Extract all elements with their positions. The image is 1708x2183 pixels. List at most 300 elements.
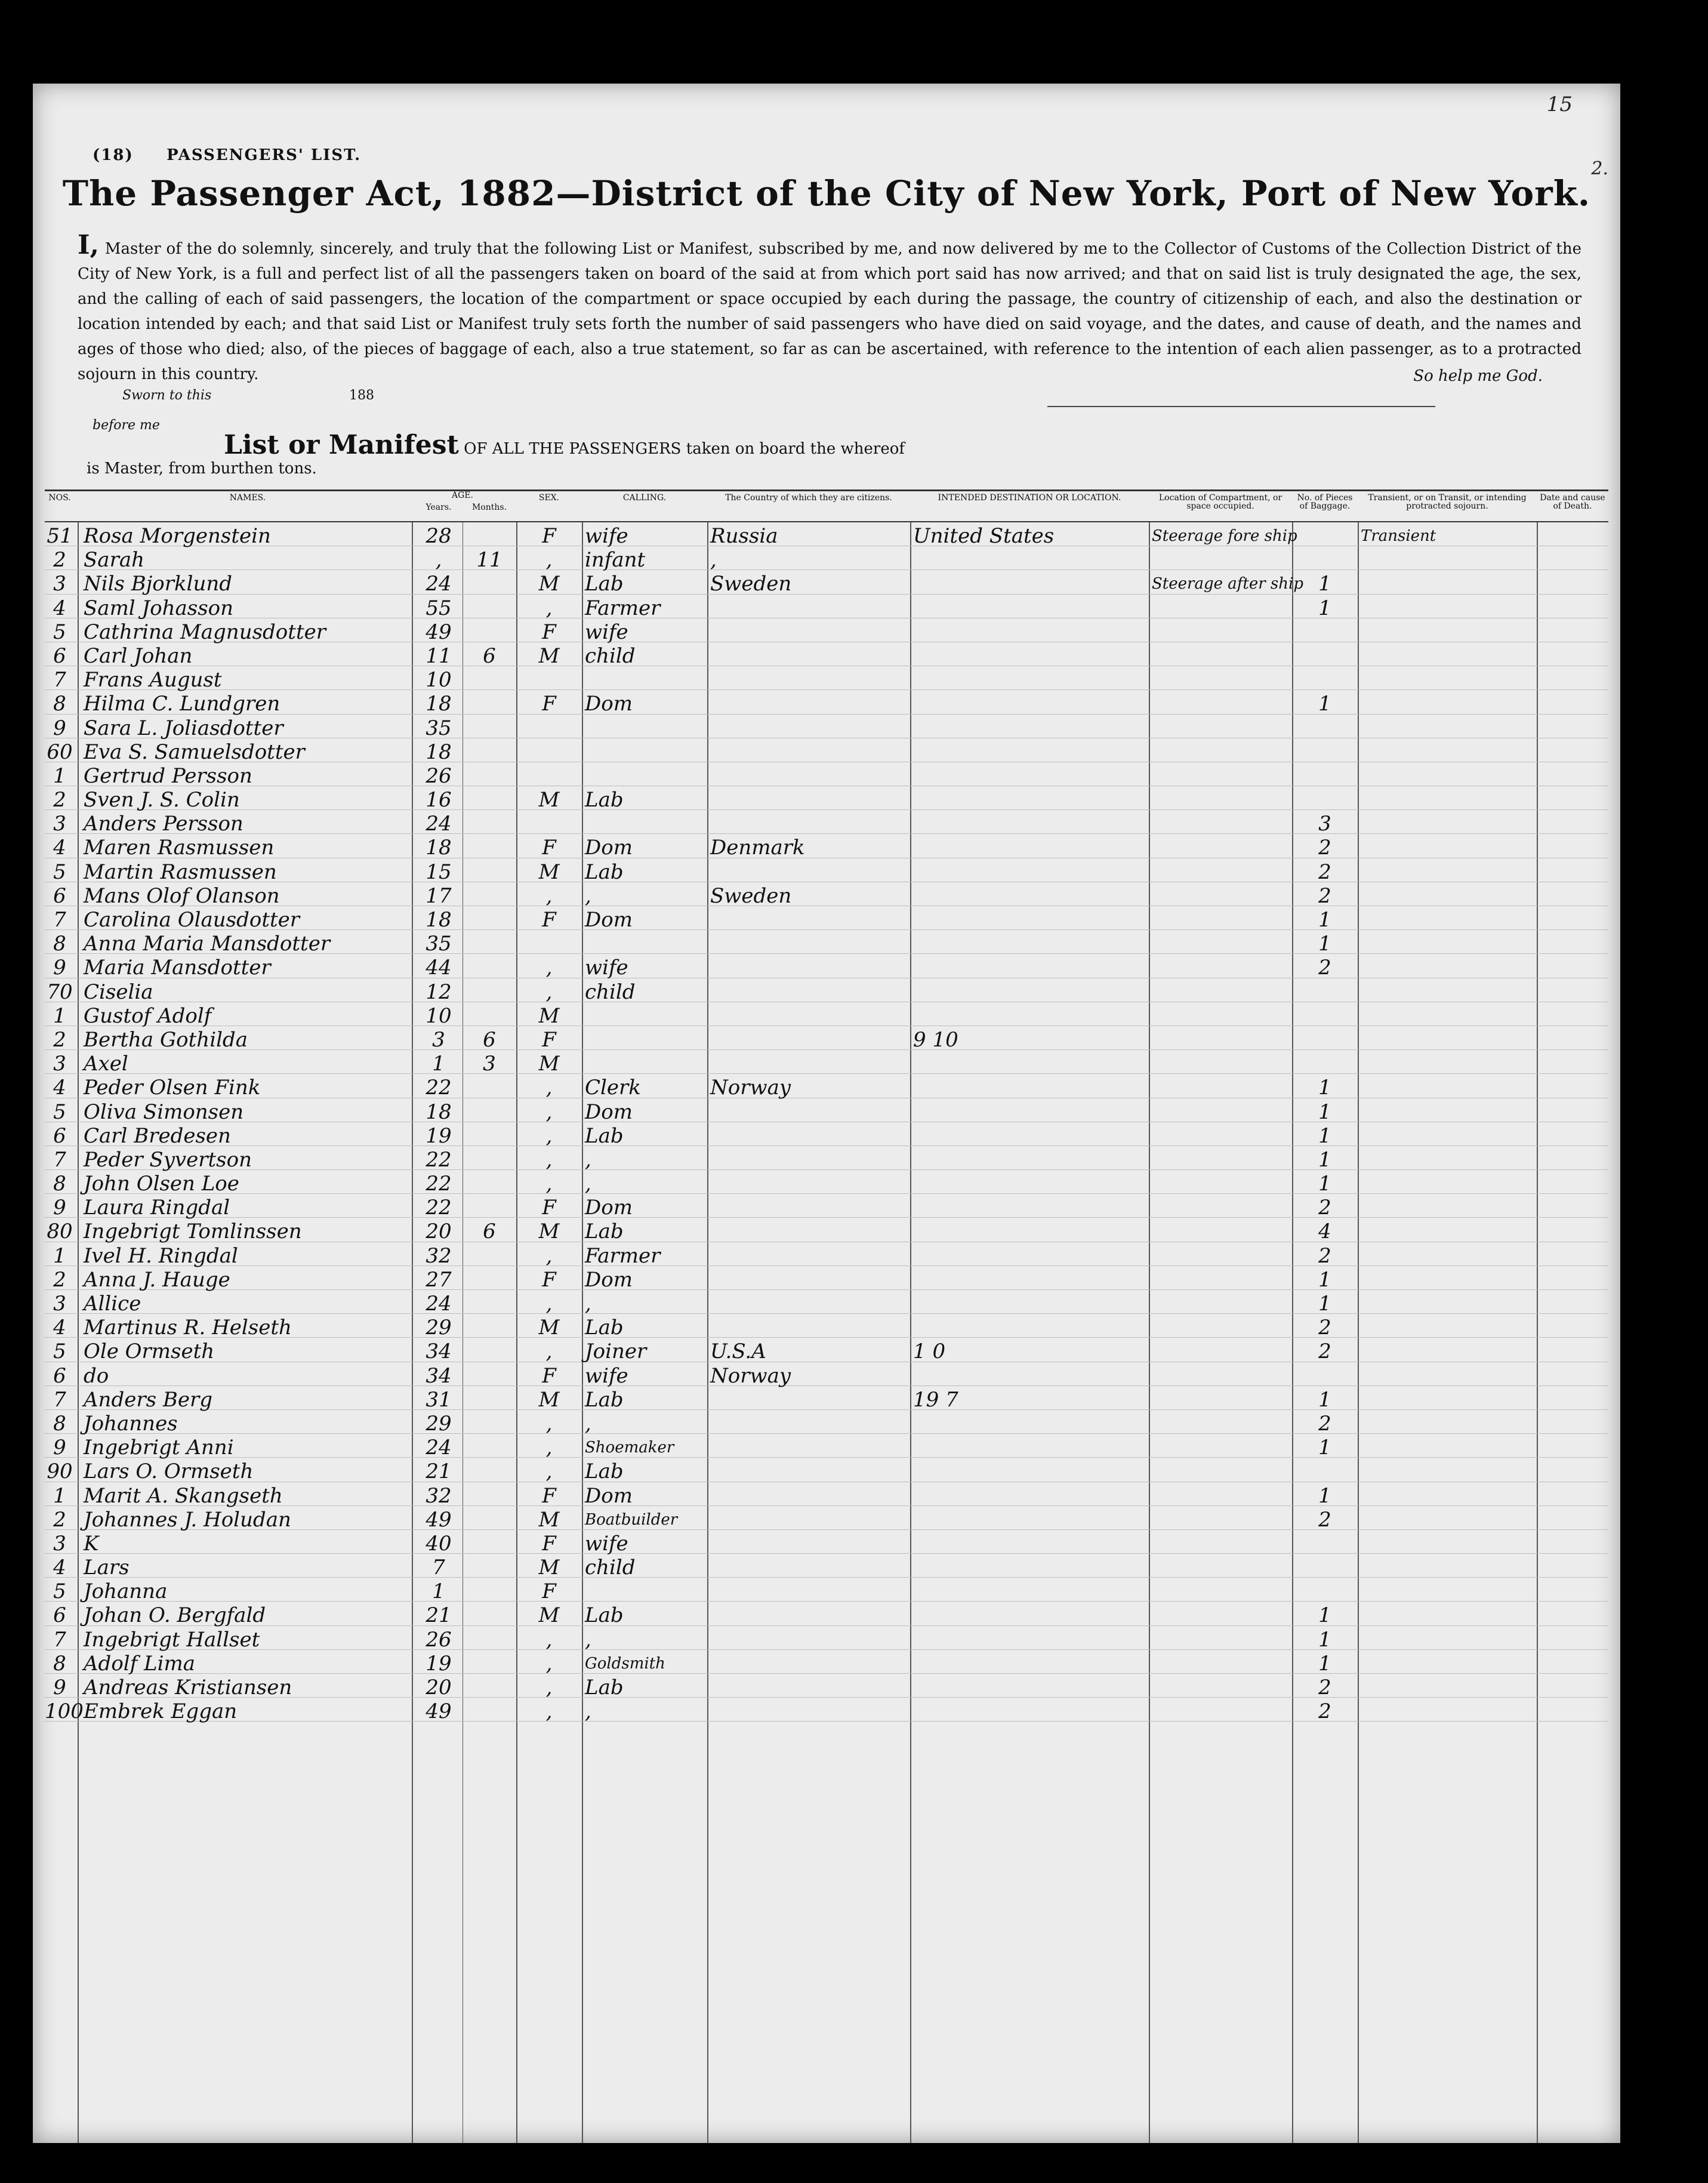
cell-transit bbox=[1361, 618, 1537, 642]
cell-country bbox=[710, 1458, 910, 1481]
cell-sex: , bbox=[545, 1436, 553, 1460]
cell-sex: , bbox=[545, 1411, 553, 1436]
cell-name: Bertha Gothilda bbox=[84, 1027, 248, 1052]
cell-calling bbox=[585, 1578, 707, 1601]
cell-no: 3 bbox=[53, 1531, 66, 1556]
cell-sex: , bbox=[545, 980, 553, 1004]
cell-calling: Lab bbox=[585, 1387, 624, 1412]
manifest-label: List or Manifest bbox=[224, 430, 459, 460]
col-months: Months. bbox=[471, 503, 507, 512]
cell-comp bbox=[1152, 906, 1292, 929]
cell-calling: Dom bbox=[585, 1267, 633, 1292]
cell-comp bbox=[1152, 1098, 1292, 1122]
cell-no: 5 bbox=[53, 1579, 66, 1604]
cell-transit bbox=[1361, 1674, 1537, 1697]
cell-no: 8 bbox=[53, 692, 66, 716]
cell-sex: , bbox=[545, 1460, 553, 1484]
table-row bbox=[45, 1002, 1608, 1026]
cell-calling: , bbox=[585, 1699, 591, 1724]
table-row bbox=[45, 738, 1608, 762]
cell-no: 5 bbox=[53, 860, 66, 884]
cell-calling: , bbox=[585, 883, 591, 908]
cell-transit bbox=[1361, 1194, 1537, 1217]
cell-transit bbox=[1361, 1554, 1537, 1577]
cell-months bbox=[463, 1338, 516, 1361]
cell-dest: United States bbox=[913, 524, 1055, 548]
cell-country: Norway bbox=[710, 1076, 791, 1100]
cell-transit bbox=[1361, 666, 1537, 689]
cell-years: 16 bbox=[426, 788, 452, 812]
cell-transit bbox=[1361, 738, 1537, 762]
cell-transit bbox=[1361, 1242, 1537, 1266]
cell-no: 3 bbox=[53, 1292, 66, 1316]
cell-country bbox=[710, 715, 910, 738]
cell-bag: 2 bbox=[1318, 1507, 1331, 1532]
cell-bag bbox=[1292, 1554, 1358, 1577]
cell-country bbox=[710, 1194, 910, 1217]
cell-country bbox=[710, 1050, 910, 1073]
cell-dest bbox=[913, 882, 1149, 906]
cell-months: 6 bbox=[483, 1027, 496, 1052]
table-row bbox=[45, 1194, 1608, 1218]
cell-bag bbox=[1292, 1002, 1358, 1026]
cell-calling: Lab bbox=[585, 1220, 624, 1244]
cell-no: 1 bbox=[53, 763, 66, 788]
form-number: (18) bbox=[93, 146, 134, 164]
cell-transit bbox=[1361, 810, 1537, 833]
cell-dest bbox=[913, 1506, 1149, 1529]
cell-country bbox=[710, 1314, 910, 1337]
cell-country bbox=[710, 1578, 910, 1601]
cell-calling bbox=[585, 738, 707, 762]
cell-name: Sarah bbox=[84, 548, 144, 572]
cell-no: 9 bbox=[53, 956, 66, 980]
cell-calling: Dom bbox=[585, 1196, 633, 1220]
cell-name: Johannes J. Holudan bbox=[84, 1507, 291, 1532]
col-age: AGE. bbox=[452, 491, 473, 500]
cell-months bbox=[463, 1170, 516, 1193]
table-row bbox=[45, 1074, 1608, 1098]
cell-transit bbox=[1361, 1698, 1537, 1721]
cell-name: Carl Bredesen bbox=[84, 1123, 231, 1148]
cell-dest: 19 7 bbox=[913, 1387, 958, 1412]
cell-dest bbox=[913, 1530, 1149, 1553]
cell-sex bbox=[516, 666, 582, 689]
cell-bag: 1 bbox=[1318, 908, 1331, 932]
cell-comp bbox=[1152, 1290, 1292, 1313]
cell-years: 12 bbox=[426, 980, 452, 1004]
cell-name: Nils Bjorklund bbox=[84, 572, 233, 596]
cell-dest bbox=[913, 810, 1149, 833]
cell-transit bbox=[1361, 1266, 1537, 1289]
cell-dest bbox=[913, 642, 1149, 666]
cell-calling bbox=[585, 930, 707, 953]
cell-bag bbox=[1292, 1578, 1358, 1601]
cell-sex: M bbox=[538, 643, 560, 668]
cell-comp bbox=[1152, 786, 1292, 809]
cell-years: 20 bbox=[426, 1220, 452, 1244]
cell-no: 5 bbox=[53, 620, 66, 644]
table-row bbox=[45, 1266, 1608, 1290]
cell-name: Ingebrigt Tomlinssen bbox=[84, 1220, 302, 1244]
cell-transit bbox=[1361, 1626, 1537, 1649]
cell-name: Maria Mansdotter bbox=[84, 956, 271, 980]
cell-dest bbox=[913, 978, 1149, 1002]
cell-calling: Lab bbox=[585, 1316, 624, 1340]
cell-comp bbox=[1152, 642, 1292, 666]
cell-no: 6 bbox=[53, 1123, 66, 1148]
cell-bag: 2 bbox=[1318, 1196, 1331, 1220]
table-row bbox=[45, 1242, 1608, 1266]
cell-name: Anna Maria Mansdotter bbox=[84, 932, 331, 956]
cell-comp: Steerage fore ship bbox=[1152, 527, 1297, 545]
cell-comp bbox=[1152, 1002, 1292, 1026]
cell-calling bbox=[585, 715, 707, 738]
cell-bag: 1 bbox=[1318, 1436, 1331, 1460]
cell-country bbox=[710, 1218, 910, 1241]
cell-months bbox=[463, 715, 516, 738]
oath-text: Master of the do solemnly, sincerely, and truly that the following List or Manifest, subscribed by me, and now delivered by me to the Collector of Customs of the Collection District of the City of New York, is a full and perfect list of all the passengers taken on board of the said at from which port said has now arrived; and that on said list is truly designated the age, the sex, and the calling of each of said passengers, the location of the compartment or space occupied by each during the passage, the country of citizenship of each, and also the destination or location intended by each; and that said List or Manifest truly sets forth the number of said passengers who have died on said voyage, and the dates, and cause of death, and the names and ages of those who died; also, of the pieces of baggage of each, also a true statement, so far as can be ascertained, with reference to the intention of each alien passenger, as to a protracted sojourn in this country. bbox=[78, 240, 1581, 383]
cell-sex: F bbox=[542, 692, 556, 716]
cell-sex: M bbox=[538, 1220, 560, 1244]
cell-transit bbox=[1361, 858, 1537, 882]
cell-comp bbox=[1152, 1050, 1292, 1073]
cell-comp bbox=[1152, 1506, 1292, 1529]
cell-name: Cathrina Magnusdotter bbox=[84, 620, 326, 644]
cell-country bbox=[710, 1242, 910, 1266]
cell-years: 3 bbox=[432, 1027, 445, 1052]
cell-dest bbox=[913, 690, 1149, 713]
cell-calling: Lab bbox=[585, 1460, 624, 1484]
cell-bag: 2 bbox=[1318, 1699, 1331, 1724]
cell-years: 18 bbox=[426, 692, 452, 716]
cell-bag bbox=[1292, 1362, 1358, 1385]
cell-months bbox=[463, 1266, 516, 1289]
cell-months bbox=[463, 1650, 516, 1673]
cell-months bbox=[463, 1098, 516, 1122]
table-row bbox=[45, 1338, 1608, 1362]
cell-bag bbox=[1292, 715, 1358, 738]
cell-name: Rosa Morgenstein bbox=[84, 524, 271, 548]
cell-no: 3 bbox=[53, 1052, 66, 1076]
cell-sex: M bbox=[538, 1556, 560, 1580]
cell-months bbox=[463, 762, 516, 786]
cell-name: Lars bbox=[84, 1556, 130, 1580]
table-row bbox=[45, 954, 1608, 978]
cell-transit bbox=[1361, 1338, 1537, 1361]
cell-months bbox=[463, 1146, 516, 1169]
cell-bag: 2 bbox=[1318, 860, 1331, 884]
table-row bbox=[45, 786, 1608, 810]
table-row bbox=[45, 1290, 1608, 1314]
cell-years: 35 bbox=[426, 932, 452, 956]
cell-name: K bbox=[84, 1531, 99, 1556]
cell-transit bbox=[1361, 1458, 1537, 1481]
table-row bbox=[45, 1554, 1608, 1578]
table-row bbox=[45, 1602, 1608, 1628]
cell-comp bbox=[1152, 1458, 1292, 1481]
cell-months: 6 bbox=[483, 643, 496, 668]
table-row bbox=[45, 930, 1608, 954]
cell-sex bbox=[516, 930, 582, 953]
cell-sex bbox=[516, 762, 582, 786]
cell-years: 49 bbox=[426, 620, 452, 644]
cell-country bbox=[710, 595, 910, 618]
cell-years: , bbox=[435, 548, 442, 572]
cell-country bbox=[710, 762, 910, 786]
passenger-table bbox=[45, 489, 1608, 1722]
cell-months bbox=[463, 1698, 516, 1721]
cell-name: Peder Olsen Fink bbox=[84, 1076, 261, 1100]
form-header bbox=[93, 146, 361, 164]
cell-transit bbox=[1361, 786, 1537, 809]
col-destination: INTENDED DESTINATION OR LOCATION. bbox=[938, 493, 1121, 503]
cell-years: 15 bbox=[426, 860, 452, 884]
cell-calling: Lab bbox=[585, 1123, 624, 1148]
cell-years: 17 bbox=[426, 883, 452, 908]
table-row bbox=[45, 1050, 1608, 1074]
cell-transit bbox=[1361, 1002, 1537, 1026]
table-row bbox=[45, 1482, 1608, 1506]
cell-comp bbox=[1152, 1338, 1292, 1361]
page-mark: 2. bbox=[1591, 158, 1608, 179]
manifest-text: OF ALL THE PASSENGERS taken on board the whereof bbox=[464, 440, 905, 458]
cell-bag: 1 bbox=[1318, 1651, 1331, 1676]
cell-no: 7 bbox=[53, 668, 66, 692]
cell-sex: , bbox=[545, 1340, 553, 1364]
cell-sex bbox=[516, 810, 582, 833]
cell-years: 34 bbox=[426, 1340, 452, 1364]
cell-comp bbox=[1152, 1530, 1292, 1553]
cell-comp bbox=[1152, 1218, 1292, 1241]
cell-transit bbox=[1361, 690, 1537, 713]
cell-years: 29 bbox=[426, 1411, 452, 1436]
table-row bbox=[45, 1434, 1608, 1458]
col-compartment: Location of Compartment, or space occupied. bbox=[1158, 493, 1282, 511]
cell-dest bbox=[913, 1290, 1149, 1313]
cell-dest bbox=[913, 546, 1149, 569]
cell-country bbox=[710, 738, 910, 762]
cell-no: 9 bbox=[53, 1676, 66, 1699]
col-death: Date and cause of Death. bbox=[1540, 493, 1605, 511]
cell-months bbox=[463, 810, 516, 833]
cell-name: Oliva Simonsen bbox=[84, 1100, 244, 1124]
cell-comp bbox=[1152, 1314, 1292, 1337]
cell-country bbox=[710, 666, 910, 689]
cell-no: 2 bbox=[53, 788, 66, 812]
cell-country bbox=[710, 690, 910, 713]
col-baggage: No. of Pieces of Baggage. bbox=[1297, 493, 1353, 511]
cell-comp: Steerage after ship bbox=[1152, 575, 1303, 593]
cell-country bbox=[710, 930, 910, 953]
cell-bag bbox=[1292, 978, 1358, 1002]
cell-no: 7 bbox=[53, 1627, 66, 1652]
cell-no: 2 bbox=[53, 1027, 66, 1052]
cell-transit bbox=[1361, 882, 1537, 906]
cell-comp bbox=[1152, 1434, 1292, 1457]
cell-comp bbox=[1152, 1074, 1292, 1097]
cell-name: John Olsen Loe bbox=[84, 1172, 239, 1196]
manifest-page bbox=[33, 84, 1620, 2143]
table-row bbox=[45, 1458, 1608, 1482]
cell-name: Ole Ormseth bbox=[84, 1340, 215, 1364]
cell-sex: , bbox=[545, 1699, 553, 1724]
cell-bag bbox=[1292, 666, 1358, 689]
cell-sex: M bbox=[538, 1003, 560, 1028]
cell-months bbox=[463, 834, 516, 857]
cell-no: 6 bbox=[53, 883, 66, 908]
cell-dest bbox=[913, 1098, 1149, 1122]
cell-months bbox=[463, 1386, 516, 1409]
master-line: is Master, from burthen tons. bbox=[87, 460, 317, 478]
table-row bbox=[45, 1098, 1608, 1122]
table-row bbox=[45, 1362, 1608, 1386]
cell-name: Anders Berg bbox=[84, 1387, 212, 1412]
cell-calling: Shoemaker bbox=[585, 1439, 674, 1457]
cell-sex: M bbox=[538, 860, 560, 884]
cell-country: Norway bbox=[710, 1363, 791, 1388]
table-row bbox=[45, 642, 1608, 666]
cell-calling bbox=[585, 1002, 707, 1026]
cell-country bbox=[710, 1650, 910, 1673]
cell-name: Saml Johasson bbox=[84, 596, 234, 620]
cell-years: 34 bbox=[426, 1363, 452, 1388]
cell-country bbox=[710, 786, 910, 809]
cell-sex: , bbox=[545, 1243, 553, 1268]
cell-dest bbox=[913, 954, 1149, 977]
cell-bag: 1 bbox=[1318, 1292, 1331, 1316]
cell-calling: child bbox=[585, 643, 636, 668]
cell-name: Sara L. Joliasdotter bbox=[84, 716, 283, 740]
cell-months bbox=[463, 786, 516, 809]
cell-no: 60 bbox=[47, 740, 73, 764]
cell-dest bbox=[913, 1194, 1149, 1217]
cell-transit bbox=[1361, 1506, 1537, 1529]
cell-country: Russia bbox=[710, 524, 778, 548]
table-row bbox=[45, 858, 1608, 882]
cell-sex: F bbox=[542, 1363, 556, 1388]
cell-transit bbox=[1361, 1530, 1537, 1553]
col-years: Years. bbox=[426, 503, 452, 512]
cell-transit bbox=[1361, 1386, 1537, 1409]
cell-bag: 2 bbox=[1318, 1676, 1331, 1699]
cell-name: Eva S. Samuelsdotter bbox=[84, 740, 305, 764]
cell-bag bbox=[1292, 642, 1358, 666]
cell-comp bbox=[1152, 715, 1292, 738]
cell-transit bbox=[1361, 1170, 1537, 1193]
col-no: NOS. bbox=[48, 493, 71, 503]
cell-calling: child bbox=[585, 1556, 636, 1580]
table-row bbox=[45, 1674, 1608, 1698]
cell-bag: 1 bbox=[1318, 1267, 1331, 1292]
cell-no: 80 bbox=[47, 1220, 73, 1244]
cell-dest bbox=[913, 1362, 1149, 1385]
cell-sex: M bbox=[538, 1603, 560, 1628]
cell-dest bbox=[913, 1458, 1149, 1481]
cell-sex: , bbox=[545, 883, 553, 908]
signature-line bbox=[1047, 406, 1435, 407]
cell-months: 3 bbox=[483, 1052, 496, 1076]
cell-years: 7 bbox=[432, 1556, 445, 1580]
cell-years: 55 bbox=[426, 596, 452, 620]
cell-name: Allice bbox=[84, 1292, 141, 1316]
cell-comp bbox=[1152, 1242, 1292, 1266]
cell-name: Axel bbox=[84, 1052, 128, 1076]
cell-calling bbox=[585, 1050, 707, 1073]
cell-comp bbox=[1152, 1170, 1292, 1193]
cell-name: Mans Olof Olanson bbox=[84, 883, 280, 908]
table-row bbox=[45, 570, 1608, 594]
cell-comp bbox=[1152, 954, 1292, 977]
cell-sex: , bbox=[545, 1172, 553, 1196]
cell-dest bbox=[913, 1482, 1149, 1505]
cell-transit bbox=[1361, 715, 1537, 738]
cell-sex: F bbox=[542, 1027, 556, 1052]
col-sex: SEX. bbox=[538, 493, 560, 503]
table-row bbox=[45, 1506, 1608, 1530]
cell-dest bbox=[913, 1314, 1149, 1337]
cell-sex: , bbox=[545, 1676, 553, 1699]
cell-name: do bbox=[84, 1363, 109, 1388]
cell-months bbox=[463, 1122, 516, 1146]
table-row bbox=[45, 546, 1608, 570]
cell-dest bbox=[913, 1434, 1149, 1457]
cell-months: 11 bbox=[476, 548, 502, 572]
table-row bbox=[45, 1626, 1608, 1650]
cell-years: 10 bbox=[426, 1003, 452, 1028]
cell-country bbox=[710, 642, 910, 666]
cell-calling: Goldsmith bbox=[585, 1654, 665, 1673]
cell-transit bbox=[1361, 1050, 1537, 1073]
cell-years: 49 bbox=[426, 1507, 452, 1532]
cell-bag: 1 bbox=[1318, 692, 1331, 716]
col-country: The Country of which they are citizens. bbox=[725, 493, 892, 503]
cell-name: Martin Rasmussen bbox=[84, 860, 277, 884]
cell-country bbox=[710, 858, 910, 882]
cell-years: 27 bbox=[426, 1267, 452, 1292]
cell-no: 9 bbox=[53, 716, 66, 740]
cell-no: 2 bbox=[53, 548, 66, 572]
table-row bbox=[45, 690, 1608, 714]
cell-no: 6 bbox=[53, 1363, 66, 1388]
table-row bbox=[45, 1170, 1608, 1194]
cell-calling: , bbox=[585, 1292, 591, 1316]
cell-sex: M bbox=[538, 1052, 560, 1076]
table-body bbox=[45, 522, 1608, 1722]
cell-calling: , bbox=[585, 1172, 591, 1196]
cell-calling: wife bbox=[585, 620, 628, 644]
table-row bbox=[45, 1386, 1608, 1410]
cell-no: 5 bbox=[53, 1100, 66, 1124]
cell-dest bbox=[913, 715, 1149, 738]
cell-name: Carolina Olausdotter bbox=[84, 908, 300, 932]
cell-dest bbox=[913, 1050, 1149, 1073]
cell-transit bbox=[1361, 1434, 1537, 1457]
cell-bag: 1 bbox=[1318, 1147, 1331, 1172]
cell-years: 22 bbox=[426, 1196, 452, 1220]
cell-comp bbox=[1152, 1410, 1292, 1433]
cell-sex: , bbox=[545, 956, 553, 980]
cell-years: 29 bbox=[426, 1316, 452, 1340]
cell-no: 2 bbox=[53, 1507, 66, 1532]
cell-bag bbox=[1292, 546, 1358, 569]
cell-years: 26 bbox=[426, 763, 452, 788]
cell-bag: 1 bbox=[1318, 1076, 1331, 1100]
cell-months bbox=[463, 1314, 516, 1337]
cell-months bbox=[463, 930, 516, 953]
cell-sex: , bbox=[545, 1292, 553, 1316]
cell-calling: , bbox=[585, 1627, 591, 1652]
